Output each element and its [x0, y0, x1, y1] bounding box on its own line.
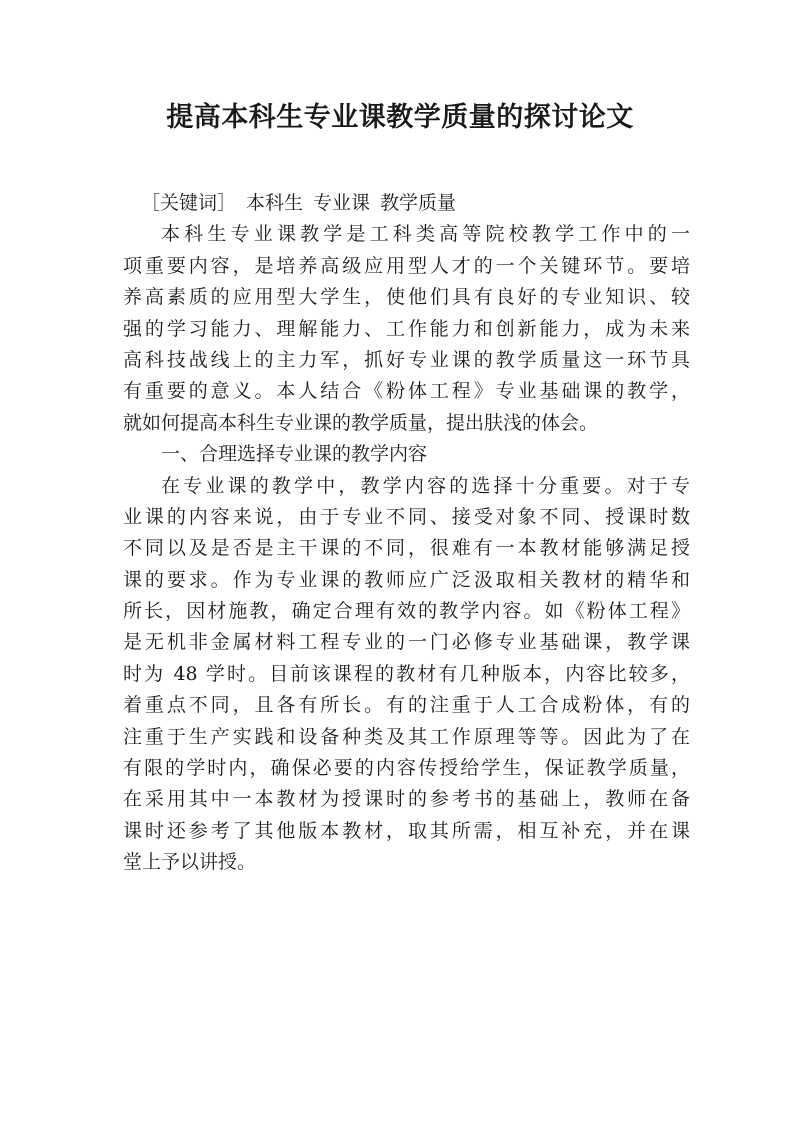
section-heading-text: 一、合理选择专业课的教学内容 [161, 443, 428, 466]
keyword-item: 本科生 [246, 192, 304, 214]
paragraph-line: 课时还参考了其他版本教材，取其所需，相互补充，并在课 [123, 819, 690, 842]
paragraph-line: 所长，因材施教，确定合理有效的教学内容。如《粉体工程》 [123, 600, 690, 623]
keywords-label: ［关键词］ [141, 192, 237, 214]
section-heading [123, 439, 690, 470]
paragraph-line: 就如何提高本科生专业课的教学质量，提出肤浅的体会。 [123, 411, 599, 434]
paragraph-line: 注重于生产实践和设备种类及其工作原理等等。因此为了在 [123, 725, 690, 748]
paragraph-line: 着重点不同，且各有所长。有的注重于人工合成粉体，有的 [123, 694, 690, 717]
paragraph-line: 堂上予以讲授。 [123, 851, 257, 874]
paragraph-line: 课的要求。作为专业课的教师应广泛汲取相关教材的精华和 [123, 568, 690, 591]
paragraph-line: 业课的内容来说，由于专业不同、接受对象不同、授课时数 [123, 505, 690, 528]
paragraph-content-selection [123, 471, 690, 879]
paragraph-line: 项重要内容，是培养高级应用型人才的一个关键环节。要培 [123, 254, 690, 277]
document-body [123, 188, 690, 879]
paragraph-line: 强的学习能力、理解能力、工作能力和创新能力，成为未来 [123, 317, 690, 340]
keywords-line [123, 188, 690, 219]
keyword-item: 教学质量 [380, 192, 457, 214]
paragraph-line: 在采用其中一本教材为授课时的参考书的基础上，教师在备 [123, 788, 690, 811]
paragraph-line: 是无机非金属材料工程专业的一门必修专业基础课，教学课 [123, 631, 690, 654]
document-title: 提高本科生专业课教学质量的探讨论文 [166, 102, 634, 133]
paragraph-line: 有重要的意义。本人结合《粉体工程》专业基础课的教学， [123, 380, 690, 403]
paragraph-line: 时为 48 学时。目前该课程的教材有几种版本，内容比较多， [123, 662, 690, 685]
paragraph-intro [123, 219, 690, 439]
paragraph-line: 不同以及是否是主干课的不同，很难有一本教材能够满足授 [123, 537, 690, 560]
keyword-item: 专业课 [313, 192, 371, 214]
paragraph-line: 在专业课的教学中，教学内容的选择十分重要。对于专 [161, 474, 690, 497]
paragraph-line: 有限的学时内，确保必要的内容传授给学生，保证教学质量， [123, 757, 690, 780]
paragraph-line: 养高素质的应用型大学生，使他们具有良好的专业知识、较 [123, 286, 690, 309]
paragraph-line: 本科生专业课教学是工科类高等院校教学工作中的一 [161, 223, 690, 246]
paragraph-line: 高科技战线上的主力军，抓好专业课的教学质量这一环节具 [123, 348, 690, 371]
